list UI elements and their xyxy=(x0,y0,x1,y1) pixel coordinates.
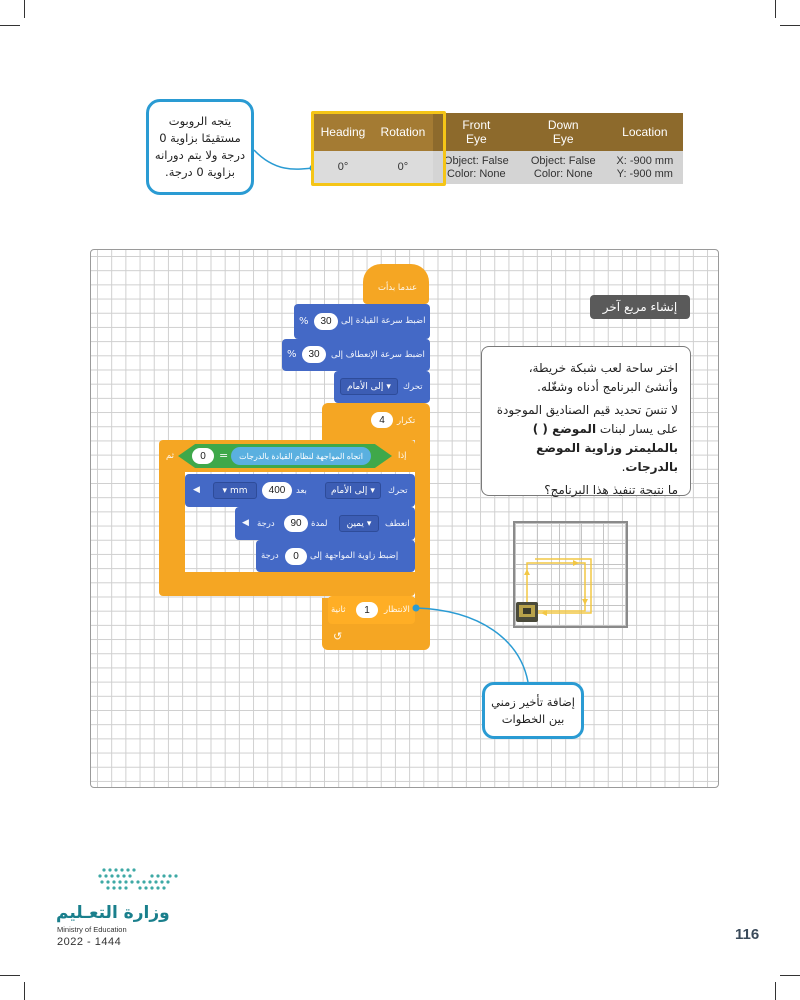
condition-value[interactable]: 0 xyxy=(192,448,214,464)
turn-unit: درجة xyxy=(257,519,275,529)
value-rotation: 0° xyxy=(373,151,433,184)
instructions-box xyxy=(481,346,691,496)
callout-line: درجة ولا يتم دورانه xyxy=(154,148,246,162)
instruction-2: لا تنسَ تحديد قيم الصناديق الموجودة على يسار لبنات الموضع ( ) بالمليمتر وزاوية الموضع بالدرجات. xyxy=(496,403,678,474)
wait-value[interactable]: 1 xyxy=(356,602,378,618)
turn-direction-dropdown[interactable]: يمين ▾ xyxy=(339,515,379,532)
distance-unit-dropdown[interactable]: ▾ mm xyxy=(213,482,257,499)
col-heading: Heading xyxy=(313,113,373,151)
page-number: 116 xyxy=(735,926,760,943)
if-foot xyxy=(159,572,415,596)
turn-velocity-value[interactable]: 30 xyxy=(302,346,326,363)
set-turn-velocity-label: اضبط سرعة الإنعطاف إلى xyxy=(331,350,425,360)
turn-for-label: انعطف xyxy=(385,519,410,529)
heading-value[interactable]: 0 xyxy=(285,548,307,565)
equals-operator: = xyxy=(219,449,229,462)
set-heading-label: إضبط زاوية المواجهة إلى xyxy=(310,551,399,561)
crop-mark xyxy=(24,0,25,18)
collapse-arrow-icon[interactable]: ◀ xyxy=(242,518,249,528)
loop-arrow-icon: ↺ xyxy=(333,630,343,643)
col-rotation: Rotation xyxy=(373,113,433,151)
crop-mark xyxy=(24,982,25,1000)
wait-label: الانتظار xyxy=(384,605,410,615)
crop-mark xyxy=(775,982,776,1000)
wait-unit: ثانية xyxy=(331,605,346,615)
question: ما نتيجة تنفيذ هذا البرنامج؟ xyxy=(544,483,678,497)
collapse-arrow-icon[interactable]: ◀ xyxy=(193,485,200,495)
crop-mark xyxy=(775,0,776,18)
callout-line: بين الخطوات xyxy=(501,711,565,726)
ministry-name-ar: وزارة التعـليم xyxy=(56,903,170,923)
turn-velocity-unit: % xyxy=(287,349,297,360)
callout-line: بزاوية 0 درجة. xyxy=(165,165,235,179)
wait-callout-connector xyxy=(410,600,550,690)
callout-connector xyxy=(250,140,320,180)
drive-for-label: تحرك xyxy=(388,486,408,496)
value-heading: 0° xyxy=(313,151,373,184)
callout-line: يتجه الروبوت xyxy=(168,114,232,128)
col-front-eye: Front Eye xyxy=(433,113,520,151)
hat-label: عندما بدأت xyxy=(378,283,418,293)
heading-rotation-highlight xyxy=(311,111,446,186)
edition-year: 2022 - 1444 xyxy=(57,936,122,948)
drive-distance-value[interactable]: 400 xyxy=(262,482,292,499)
drive-velocity-unit: % xyxy=(299,316,309,327)
col-location: Location xyxy=(607,113,683,151)
turn-angle-value[interactable]: 90 xyxy=(284,515,308,532)
condition-sensor[interactable]: اتجاه المواجهة لنظام القيادة بالدرجات xyxy=(231,447,371,465)
crop-mark xyxy=(0,975,20,976)
callout-line: إضافة تأخير زمني xyxy=(491,694,575,709)
drive-direction-dropdown[interactable]: إلى الأمام ▾ xyxy=(340,378,398,395)
value-front-eye: Object: False Color: None xyxy=(433,151,520,184)
value-down-eye: Object: False Color: None xyxy=(520,151,607,184)
repeat-arm xyxy=(415,440,430,618)
repeat-count[interactable]: 4 xyxy=(371,412,393,428)
repeat-label: تكرار xyxy=(397,416,416,426)
crop-mark xyxy=(780,975,800,976)
crop-mark xyxy=(780,25,800,26)
drive-for-mid: بعد xyxy=(296,486,307,496)
drive-label: تحرك xyxy=(403,382,423,392)
section-title: إنشاء مربع آخر xyxy=(590,295,690,319)
drive-for-direction-dropdown[interactable]: إلى الأمام ▾ xyxy=(325,482,381,499)
set-drive-velocity-label: اضبط سرعة القيادة إلى xyxy=(341,316,426,326)
drive-velocity-value[interactable]: 30 xyxy=(314,313,338,330)
callout-line: مستقيمًا بزاوية 0 xyxy=(159,131,241,145)
ministry-logo-icon xyxy=(56,864,196,904)
heading-unit: درجة xyxy=(261,551,279,561)
if-label: إذا xyxy=(398,451,407,461)
if-arm xyxy=(159,472,185,572)
crop-mark xyxy=(0,25,20,26)
wait-callout xyxy=(482,682,584,739)
value-location: X: -900 mm Y: -900 mm xyxy=(607,151,683,184)
instruction-1: اختر ساحة لعب شبكة خريطة، وأنشئ البرنامج أدناه وشغّله. xyxy=(528,361,678,394)
turn-for-mid: لمدة xyxy=(311,519,328,529)
col-down-eye: Down Eye xyxy=(520,113,607,151)
heading-callout xyxy=(146,99,254,195)
ministry-name-en: Ministry of Education xyxy=(57,925,127,934)
then-label: ثم xyxy=(166,451,175,461)
